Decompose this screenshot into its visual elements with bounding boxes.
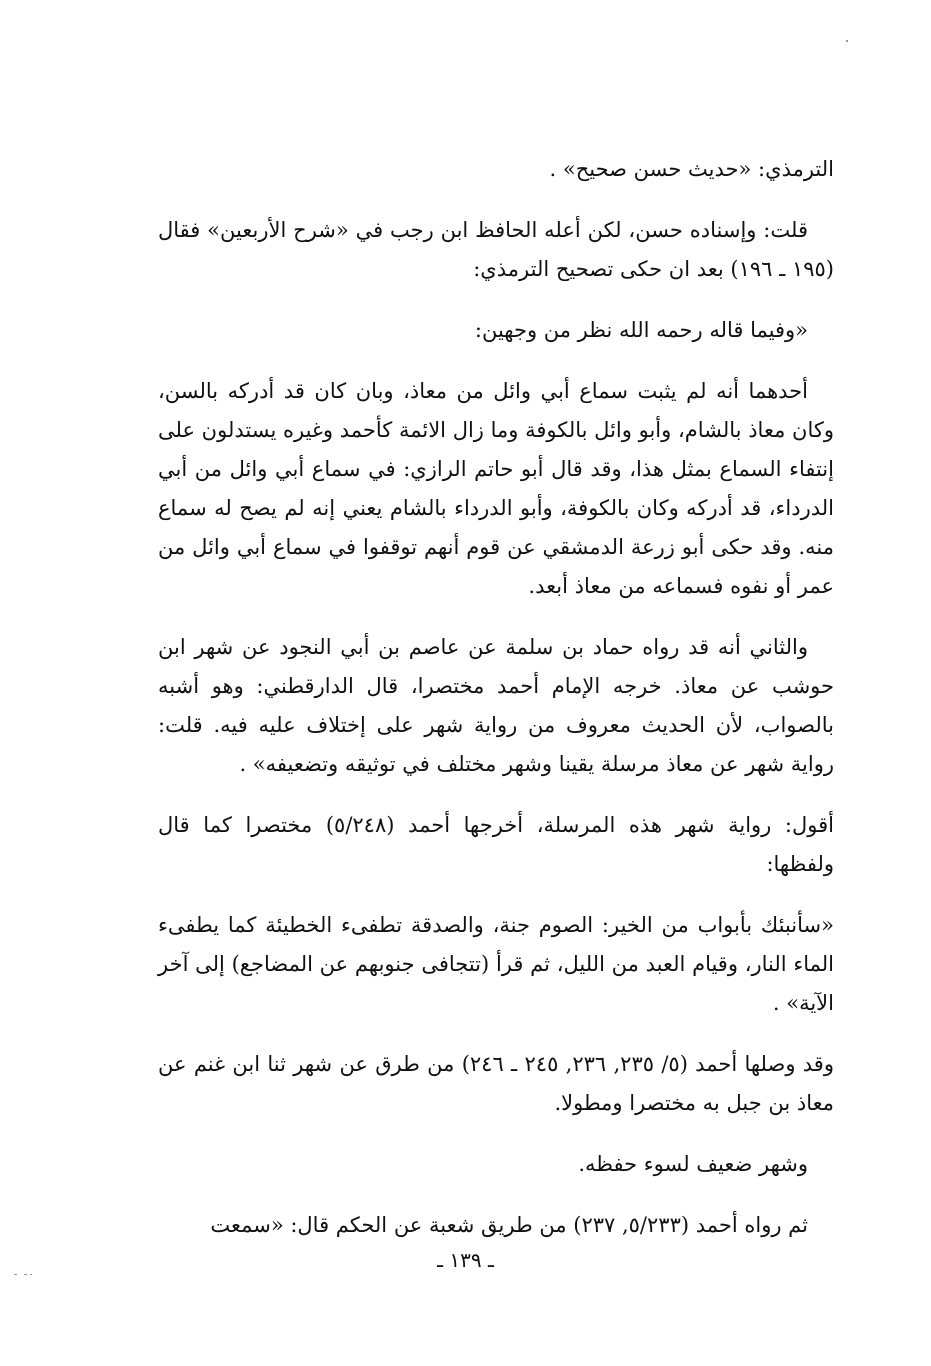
paragraph-shahr-weak: وشهر ضعيف لسوء حفظه. [578, 1152, 808, 1176]
paragraph-ahmad-narration: أقول: رواية شهر هذه المرسلة، أخرجها أحمد (٥/٢٤٨) مختصرا كما قال ولفظها: [158, 813, 834, 876]
scan-speck [24, 1274, 27, 1275]
paragraph-first-reason: أحدهما أنه لم يثبت سماع أبي وائل من معاذ، وبان كان قد أدركه بالسن، وكان معاذ بالشام، وأبو وائل بالكوفة وما زال الائمة كأحمد وغيره يستدلون على إنتفاء السماع بمثل هذا، وقد قال أبو حاتم الرازي: في سماع أبي وائل من أبي الدرداء، قد أدركه وكان بالكوفة، وأبو الدرداء بالشام يعني إنه لم يصح له سماع منه. وقد حكى أبو زرعة الدمشقي عن قوم أنهم توقفوا في سماع أبي وائل من عمر أو نفوه فسماعه من معاذ أبعد. [158, 379, 834, 598]
paragraph-connected-chains: وقد وصلها أحمد (٥/ ٢٣٥, ٢٣٦, ٢٤٥ ـ ٢٤٦) من طرق عن شهر ثنا ابن غنم عن معاذ بن جبل به مختصرا ومطولا. [158, 1052, 834, 1115]
paragraph-hadith-text: «سأنبئك بأبواب من الخير: الصوم جنة، والصدقة تطفىء الخطيئة كما يطفىء الماء النار، وقيام العبد من الليل، ثم قرأ (تتجافى جنوبهم عن المضاجع) إلى آخر الآية» . [158, 913, 834, 1015]
page-number: ـ ١٣٩ ـ [437, 1248, 494, 1272]
scan-speck [846, 40, 848, 42]
paragraph-second-reason: والثاني أنه قد رواه حماد بن سلمة عن عاصم بن أبي النجود عن شهر ابن حوشب عن معاذ. خرجه الإمام أحمد مختصرا، قال الدارقطني: وهو أشبه بالصواب، لأن الحديث معروف من رواية شهر على إختلاف عليه فيه. قلت: رواية شهر عن معاذ مرسلة يقينا وشهر مختلف في توثيقه وتضعيفه» . [158, 635, 834, 776]
paragraph-tirmidhi-verdict: الترمذي: «حديث حسن صحيح» . [549, 157, 834, 181]
scan-speck [14, 1274, 17, 1275]
paragraph-isnad-note: قلت: وإسناده حسن، لكن أعله الحافظ ابن رجب في «شرح الأربعين» فقال (١٩٥ ـ ١٩٦) بعد ان حكى تصحيح الترمذي: [158, 218, 834, 281]
paragraph-shuba-chain: ثم رواه أحمد (٥/٢٣٣, ٢٣٧) من طريق شعبة عن الحكم قال: «سمعت [210, 1213, 808, 1237]
paragraph-quote-intro: «وفيما قاله رحمه الله نظر من وجهين: [474, 318, 808, 342]
body-text [158, 150, 834, 1267]
scan-speck [30, 1274, 32, 1275]
